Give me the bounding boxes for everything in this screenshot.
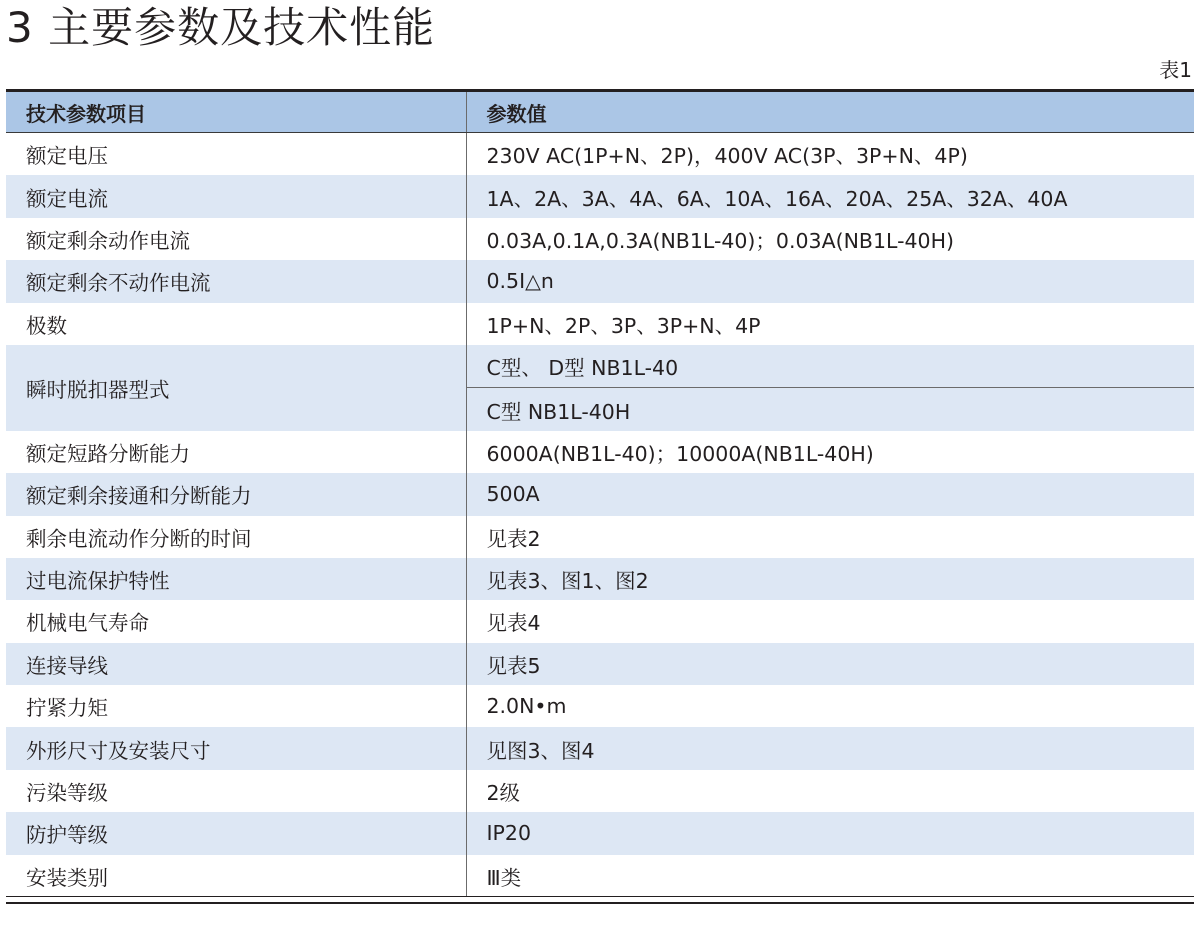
- table-row: [6, 516, 1194, 558]
- table-row: [6, 260, 1194, 302]
- row-label: 机械电气寿命: [6, 600, 466, 642]
- table-bottom-rule: [6, 896, 1194, 904]
- row-value: C型、 D型 NB1L-40: [466, 345, 1194, 388]
- table-row: [6, 473, 1194, 515]
- header-parameter-item: 技术参数项目: [6, 91, 466, 133]
- row-label: 额定电流: [6, 175, 466, 217]
- row-value: 230V AC(1P+N、2P)，400V AC(3P、3P+N、4P): [486, 144, 968, 169]
- table-row: [6, 643, 1194, 685]
- row-value: 1A、2A、3A、4A、6A、10A、16A、20A、25A、32A、40A: [466, 175, 1194, 217]
- row-value: 见表4: [486, 611, 541, 636]
- row-label: 防护等级: [6, 812, 466, 854]
- row-value: 0.03A,0.1A,0.3A(NB1L-40)；0.03A(NB1L-40H): [486, 228, 954, 253]
- table-row: [6, 175, 1194, 217]
- row-value: 2级: [486, 781, 521, 806]
- row-label: 额定剩余动作电流: [6, 218, 466, 260]
- row-value: 见表2: [486, 526, 541, 551]
- row-value: 见图3、图4: [466, 727, 1194, 769]
- row-value: IP20: [466, 812, 1194, 854]
- row-label: 额定剩余不动作电流: [6, 260, 466, 302]
- row-value: 2.0N•m: [486, 694, 567, 719]
- spec-table: [6, 89, 1194, 897]
- header-parameter-value: 参数值: [466, 91, 1194, 133]
- row-label: 额定短路分断能力: [6, 431, 466, 473]
- row-value: 见表5: [466, 643, 1194, 685]
- row-value: Ⅲ类: [486, 865, 522, 890]
- row-label: 外形尺寸及安装尺寸: [6, 727, 466, 769]
- row-label: 剩余电流动作分断的时间: [6, 516, 466, 558]
- table-row: [6, 431, 1194, 473]
- row-label: 极数: [6, 303, 466, 345]
- table-row: [6, 812, 1194, 854]
- row-label: 额定剩余接通和分断能力: [6, 473, 466, 515]
- row-value: 500A: [466, 473, 1194, 515]
- table-label: 表1: [1159, 58, 1192, 82]
- row-label: 污染等级: [6, 770, 466, 812]
- row-label: 拧紧力矩: [6, 685, 466, 727]
- table-row: [6, 133, 1194, 176]
- row-label: 额定电压: [6, 133, 466, 176]
- table-row: [6, 855, 1194, 897]
- row-value: 6000A(NB1L-40)；10000A(NB1L-40H): [486, 441, 874, 466]
- row-label: 过电流保护特性: [6, 558, 466, 600]
- row-label: 连接导线: [6, 643, 466, 685]
- row-value: 1P+N、2P、3P、3P+N、4P: [486, 313, 761, 338]
- table-row: [6, 770, 1194, 812]
- table-row: [6, 303, 1194, 345]
- row-value: 见表3、图1、图2: [466, 558, 1194, 600]
- section-title: 3 主要参数及技术性能: [6, 3, 436, 52]
- row-label: 安装类别: [6, 855, 466, 897]
- table-header-row: [6, 91, 1194, 133]
- row-value: C型 NB1L-40H: [466, 388, 1194, 431]
- table-row: [6, 685, 1194, 727]
- row-value: 0.5I△n: [466, 260, 1194, 302]
- table-row: [6, 600, 1194, 642]
- table-row: [6, 727, 1194, 769]
- table-row: [6, 218, 1194, 260]
- table-row: [6, 345, 1194, 388]
- table-row: [6, 558, 1194, 600]
- row-label: 瞬时脱扣器型式: [6, 345, 466, 431]
